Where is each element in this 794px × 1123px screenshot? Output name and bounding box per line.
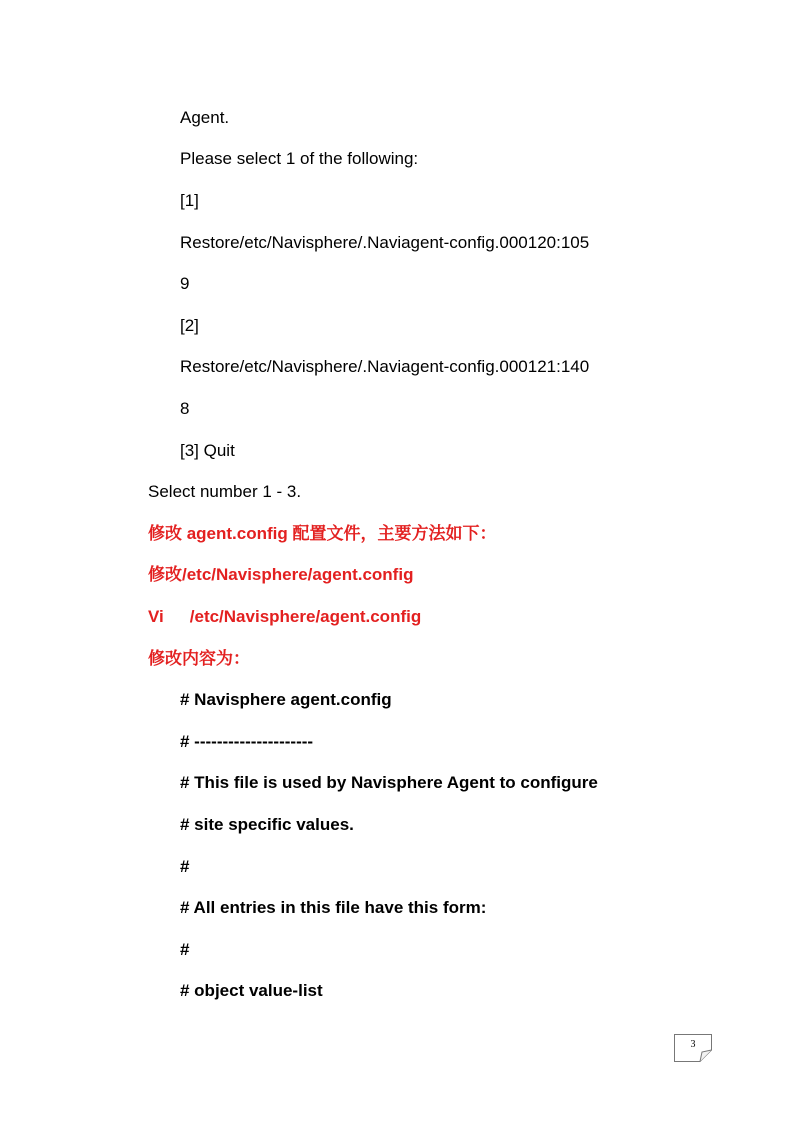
- page-number-badge: [674, 1034, 712, 1062]
- config-line: #: [180, 857, 190, 876]
- config-line: # This file is used by Navisphere Agent to configure: [180, 773, 598, 792]
- vi-command-line: [148, 606, 421, 628]
- config-line: #: [180, 940, 190, 959]
- text-line: [2]: [180, 316, 199, 335]
- section-heading: 修改 agent.config 配置文件，主要方法如下：: [148, 524, 497, 543]
- modify-label: 修改内容为：: [148, 649, 250, 668]
- text-line: Agent.: [180, 108, 230, 127]
- text-line: Please select 1 of the following:: [180, 149, 419, 168]
- text-line: 9: [180, 274, 190, 293]
- text-line: [3] Quit: [180, 441, 235, 460]
- text-line: 8: [180, 399, 190, 418]
- page-number: 3: [690, 1039, 696, 1050]
- config-line: # All entries in this file have this form:: [180, 898, 487, 917]
- config-line: # Navisphere agent.config: [180, 690, 392, 709]
- text-line: Select number 1 - 3.: [148, 482, 302, 501]
- config-line: # ---------------------: [180, 732, 314, 751]
- vi-command: Vi: [148, 607, 164, 626]
- text-line: Restore/etc/Navisphere/.Naviagent-config.000120:105: [180, 233, 590, 252]
- text-line: Restore/etc/Navisphere/.Naviagent-config.000121:140: [180, 357, 590, 376]
- vi-path: /etc/Navisphere/agent.config: [189, 607, 422, 626]
- config-line: # object value-list: [180, 981, 323, 1000]
- config-line: # site specific values.: [180, 815, 354, 834]
- text-line: [1]: [180, 191, 199, 210]
- path-line: 修改/etc/Navisphere/agent.config: [148, 565, 414, 584]
